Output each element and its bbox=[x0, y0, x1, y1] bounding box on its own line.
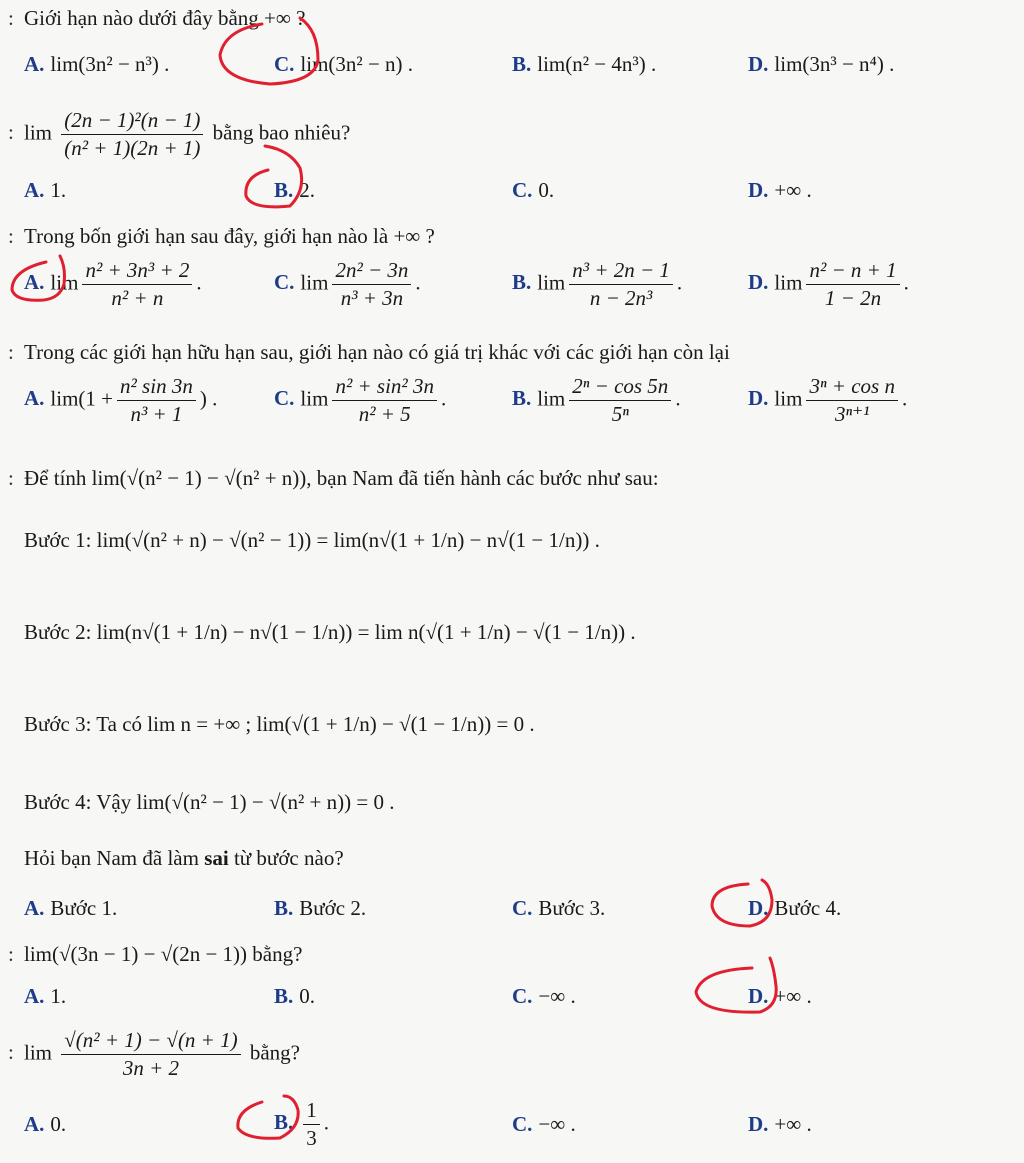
question-6-option-c: C. −∞ . bbox=[512, 984, 576, 1008]
question-5-ask: Hỏi bạn Nam đã làm sai từ bước nào? bbox=[24, 846, 344, 870]
question-5-option-d: D. Bước 4. bbox=[748, 896, 842, 920]
question-4-option-c: C. lim $\frac{\text{n² + sin² 3n}}{\text{n² + 5}}$ . bbox=[274, 374, 447, 426]
step-3: Bước 3: Ta có lim n = +∞ ; lim(√(1 + 1/n) − √(1 − 1/n)) = 0 . bbox=[24, 712, 535, 736]
annotation-strokes bbox=[12, 18, 776, 1138]
question-5-option-a: A. Bước 1. bbox=[24, 896, 118, 920]
question-1-stem: : Giới hạn nào dưới đây bằng +∞ ? bbox=[8, 6, 306, 30]
question-4-option-b: B. lim $\frac{\text{2ⁿ − cos 5n}}{\text{5ⁿ}}$ . bbox=[512, 374, 681, 426]
question-3-option-b: B. lim $\frac{\text{n³ + 2n − 1}}{\text{n − 2n³}}$ . bbox=[512, 258, 683, 310]
question-7-option-b: B. $\frac{1}{3}$ . bbox=[274, 1098, 330, 1150]
question-7-stem: : lim $\frac{\text{√(n² + 1) − √(n + 1)}}{3n + 2}$ bằng? bbox=[8, 1028, 301, 1080]
question-6-option-d: D. +∞ . bbox=[748, 984, 812, 1008]
question-3-stem: : Trong bốn giới hạn sau đây, giới hạn nào là +∞ ? bbox=[8, 224, 435, 248]
question-2-fraction: $\frac{\text{(2n − 1)²(n − 1)}}{\text{(n² + 1)(2n + 1)}}$ bbox=[61, 108, 203, 161]
question-1-option-b: B. lim(n² − 4n³) . bbox=[512, 52, 657, 76]
question-7-option-d: D. +∞ . bbox=[748, 1112, 812, 1136]
question-5-option-c: C. Bước 3. bbox=[512, 896, 606, 920]
question-1-option-d: D. lim(3n³ − n⁴) . bbox=[748, 52, 895, 76]
question-2-option-b: B. 2. bbox=[274, 178, 316, 202]
question-6-stem: : lim(√(3n − 1) − √(2n − 1)) bằng? bbox=[8, 942, 303, 966]
question-3-option-d: D. lim $\frac{\text{n² − n + 1}}{1 - 2n}$ . bbox=[748, 258, 909, 310]
question-7-option-a: A. 0. bbox=[24, 1112, 67, 1136]
question-7-option-c: C. −∞ . bbox=[512, 1112, 576, 1136]
question-1-option-a: A. lim(3n² − n³) . bbox=[24, 52, 170, 76]
question-4-stem: : Trong các giới hạn hữu hạn sau, giới hạn nào có giá trị khác với các giới hạn còn lại bbox=[8, 340, 730, 364]
question-3-option-a: A. lim $\frac{\text{n² + 3n³ + 2}}{\text{n² + n}}$ . bbox=[24, 258, 202, 310]
question-7-fraction: $\frac{\text{√(n² + 1) − √(n + 1)}}{3n + 2}$ bbox=[61, 1028, 240, 1081]
step-4: Bước 4: Vậy lim(√(n² − 1) − √(n² + n)) = 0 . bbox=[24, 790, 395, 814]
question-2-option-a: A. 1. bbox=[24, 178, 67, 202]
step-2: Bước 2: lim(n√(1 + 1/n) − n√(1 − 1/n)) = lim n(√(1 + 1/n) − √(1 − 1/n)) . bbox=[24, 620, 636, 644]
question-5-stem: : Để tính lim(√(n² − 1) − √(n² + n)), bạn Nam đã tiến hành các bước như sau: bbox=[8, 466, 659, 490]
question-4-option-d: D. lim $\frac{\text{3ⁿ + cos n}}{\text{3ⁿ⁺¹}}$ . bbox=[748, 374, 908, 426]
question-6-option-b: B. 0. bbox=[274, 984, 316, 1008]
question-2-stem: : lim $\frac{\text{(2n − 1)²(n − 1)}}{\text{(n² + 1)(2n + 1)}}$ bằng bao nhiêu? bbox=[8, 108, 351, 160]
question-1-option-c: C. lim(3n² − n) . bbox=[274, 52, 414, 76]
question-2-option-d: D. +∞ . bbox=[748, 178, 812, 202]
question-2-option-c: C. 0. bbox=[512, 178, 555, 202]
question-5-option-b: B. Bước 2. bbox=[274, 896, 367, 920]
step-1: Bước 1: lim(√(n² + n) − √(n² − 1)) = lim(n√(1 + 1/n) − n√(1 − 1/n)) . bbox=[24, 528, 600, 552]
question-3-option-c: C. lim $\frac{\text{2n² − 3n}}{\text{n³ + 3n}}$ . bbox=[274, 258, 421, 310]
question-6-option-a: A. 1. bbox=[24, 984, 67, 1008]
question-4-option-a: A. lim(1 + $\frac{\text{n² sin 3n}}{\text{n³ + 1}}$ ) . bbox=[24, 374, 218, 426]
